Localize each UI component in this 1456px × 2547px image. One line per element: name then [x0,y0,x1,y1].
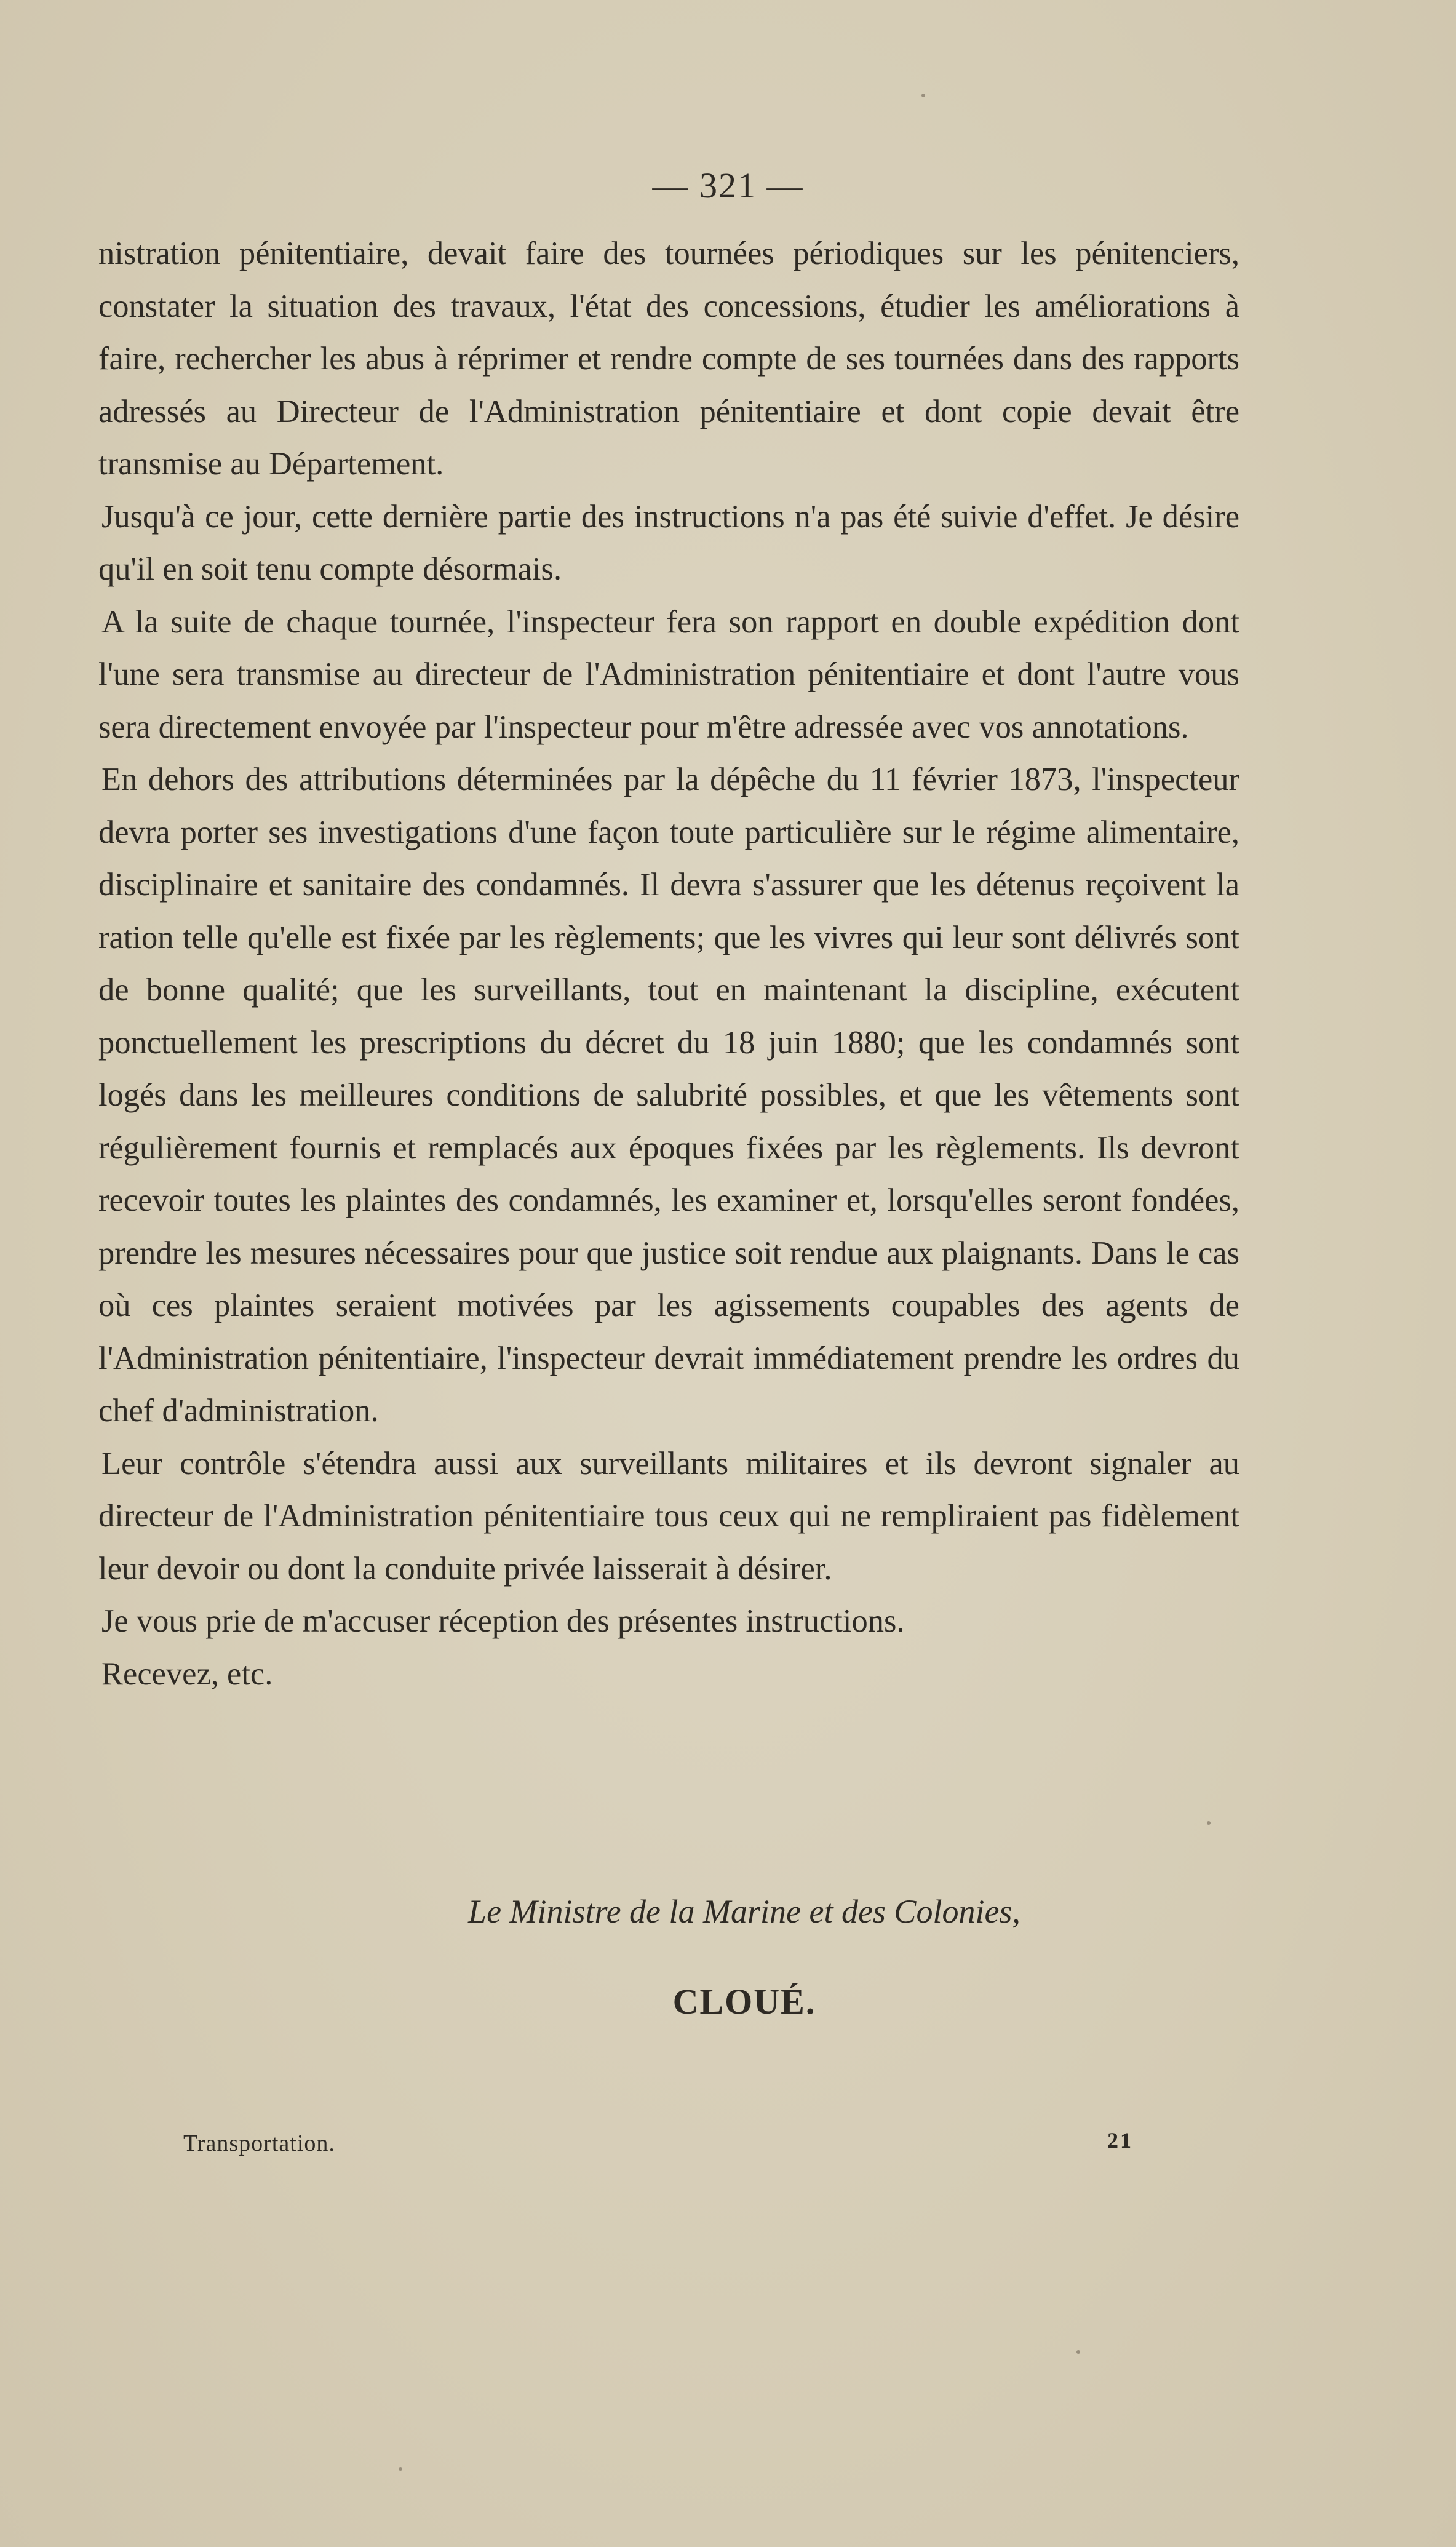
paragraph-3: A la suite de chaque tournée, l'inspecteur fera son rapport en double expédition dont l'une sera transmise au directeur de l'Administration pénitentiaire et dont l'autre vous sera directement envoyée par l'inspecteur pour m'être adressée avec vos annotations. [98,604,1239,745]
paragraph-1: nistration pénitentiaire, devait faire des tournées périodiques sur les pénitenciers, constater la situation des travaux, l'état des concessions, étudier les améliorations à faire, rechercher les abus à réprimer et rendre compte de ses tournées dans des rapports adressés au Directeur de l'Administration pénitentiaire et dont copie devait être transmise au Département. [98,236,1239,482]
paragraph-2: Jusqu'à ce jour, cette dernière partie des instructions n'a pas été suivie d'effet. Je désire qu'il en soit tenu compte désormais. [98,498,1239,587]
signature-title: Le Ministre de la Marine et des Colonies, [468,1893,1020,1930]
body-text [98,228,1239,1700]
paper-speck [1076,2350,1080,2354]
paper-speck [1207,1821,1211,1825]
paper-speck [399,2467,402,2471]
paragraph-4: En dehors des attributions déterminées par la dépêche du 11 février 1873, l'inspecteur devra porter ses investigations d'une façon toute particulière sur le régime alimentaire, disciplinaire et sanitaire des condamnés. Il devra s'assurer que les détenus reçoivent la ration telle qu'elle est fixée par les règlements; que les vivres qui leur sont délivrés sont de bonne qualité; que les surveillants, tout en maintenant la discipline, exécutent ponctuellement les prescriptions du décret du 18 juin 1880; que les condamnés sont logés dans les meilleures conditions de salubrité possibles, et que les vêtements sont régulièrement fournis et remplacés aux époques fixées par les règlements. Ils devront recevoir toutes les plaintes des condamnés, les examiner et, lorsqu'elles seront fondées, prendre les mesures nécessaires pour que justice soit rendue aux plaignants. Dans le cas où ces plaintes seraient motivées par les agissements coupables des agents de l'Administration pénitentiaire, l'inspecteur devrait immédiatement prendre les ordres du chef d'administration. [98,762,1239,1429]
paragraph-6: Je vous prie de m'accuser réception des présentes instructions. [101,1603,905,1639]
paper-speck [921,94,925,97]
page-number: — 321 — [652,165,804,205]
paragraph-5: Leur contrôle s'étendra aussi aux surveillants militaires et ils devront signaler au directeur de l'Administration pénitentiaire tous ceux qui ne rempliraient pas fidèlement leur devoir ou dont la conduite privée laisserait à désirer. [98,1445,1239,1587]
paragraph-7: Recevez, etc. [101,1656,273,1692]
footer-signature-mark: Transportation. [183,2130,335,2156]
signature-name: CLOUÉ. [672,1982,816,2022]
footer-sheet-number: 21 [1107,2128,1133,2153]
